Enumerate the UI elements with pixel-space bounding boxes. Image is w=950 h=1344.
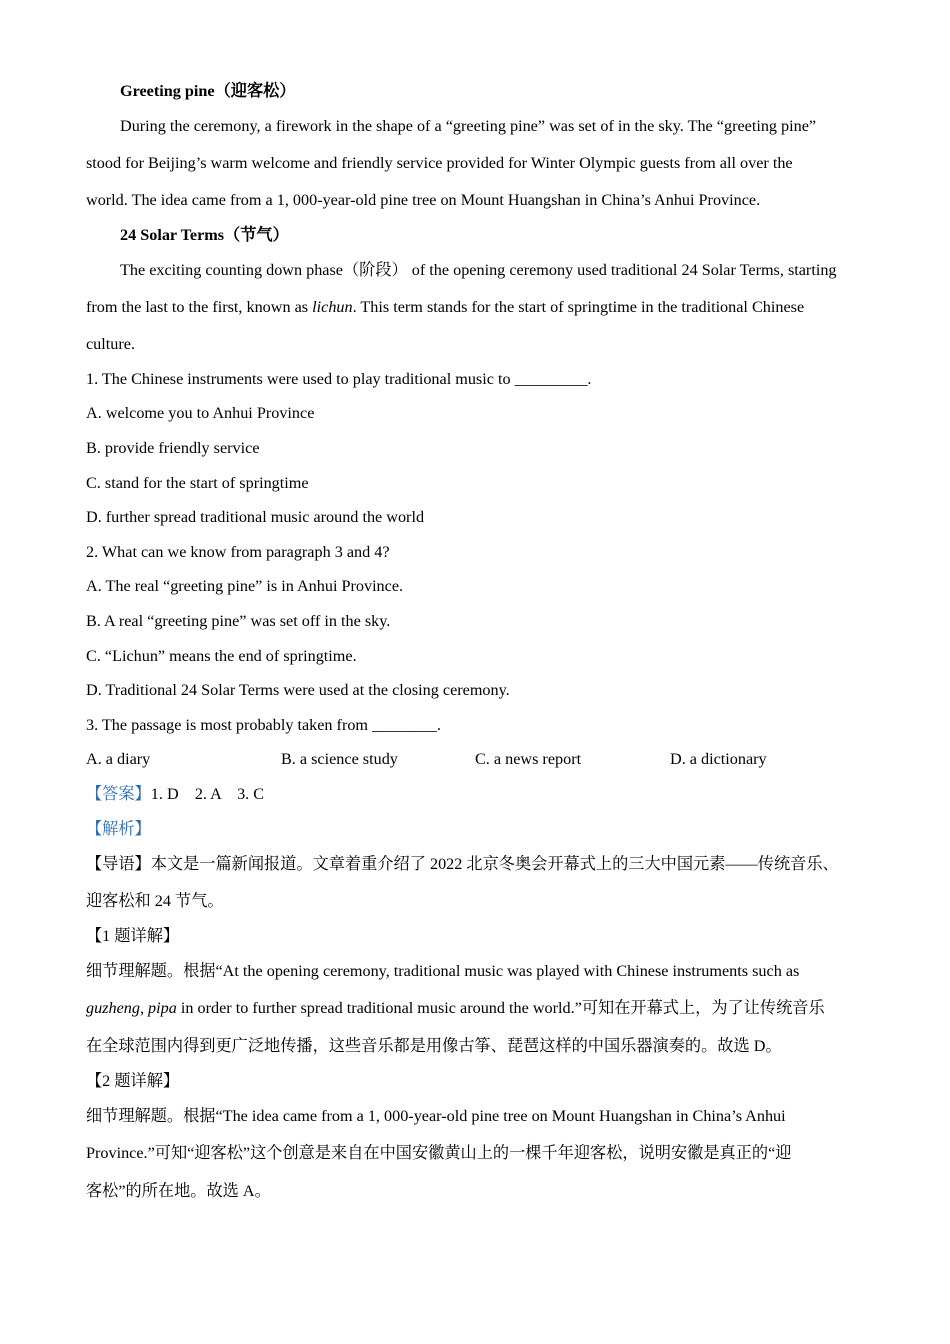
paragraph-line: world. The idea came from a 1, 000-year-old pine tree on Mount Huangshan in China’s Anhui Province. [86,191,761,209]
q1-option-d: D. further spread traditional music around the world [86,508,425,526]
q1-option-b: B. provide friendly service [86,439,260,457]
text-run: in order to further spread traditional music around the world.”可知在开幕式上，为了让传统音乐 [176,999,825,1017]
italic-term: lichun [312,298,353,316]
paragraph-line [86,297,864,317]
q2-option-b: B. A real “greeting pine” was set off in the sky. [86,612,391,630]
guide-line: 【导语】本文是一篇新闻报道。文章着重介绍了 2022 北京冬奥会开幕式上的三大中国元素——传统音乐、 [86,855,839,873]
detail-line: 客松”的所在地。故选 A。 [86,1182,271,1200]
paragraph-line: stood for Beijing’s warm welcome and friendly service provided for Winter Olympic guests from all over the [86,154,793,172]
text-run: . This term stands for the start of springtime in the traditional Chinese [352,298,805,316]
text-run: from the last to the first, known as [86,298,313,316]
detail-2-title: 【2 题详解】 [86,1072,180,1090]
q2-option-c: C. “Lichun” means the end of springtime. [86,647,357,665]
paragraph-line: culture. [86,335,135,353]
q3-option-d: D. a dictionary [670,750,767,768]
q2-option-a: A. The real “greeting pine” is in Anhui Province. [86,577,404,595]
answer-label: 【答案】 [86,785,151,803]
section-heading-solar-terms: 24 Solar Terms（节气） [120,226,289,244]
q3-option-c: C. a news report [475,750,582,768]
q3-option-a: A. a diary [86,750,151,768]
italic-term: guzheng, pipa [86,999,177,1017]
detail-line: 在全球范围内得到更广泛地传播，这些音乐都是用像古筝、琵琶这样的中国乐器演奏的。故选 D。 [86,1037,782,1055]
paragraph-line: The exciting counting down phase（阶段） of the opening ceremony used traditional 24 Solar Terms, starting [120,261,837,279]
answer-text: 1. D 2. A 3. C [150,785,265,803]
guide-line: 迎客松和 24 节气。 [86,892,224,910]
analysis-label: 【解析】 [86,820,151,838]
detail-line: 细节理解题。根据“The idea came from a 1, 000-year-old pine tree on Mount Huangshan in China’s Anhui [86,1107,786,1125]
paragraph-line: During the ceremony, a firework in the shape of a “greeting pine” was set of in the sky. The “greeting pine” [120,117,817,135]
question-3: 3. The passage is most probably taken from ________. [86,716,441,734]
question-2: 2. What can we know from paragraph 3 and 4? [86,543,390,561]
q3-option-b: B. a science study [281,750,398,768]
detail-line: Province.”可知“迎客松”这个创意是来自在中国安徽黄山上的一棵千年迎客松，说明安徽是真正的“迎 [86,1144,792,1162]
detail-line [86,998,864,1018]
answer-line [86,784,864,804]
q1-option-c: C. stand for the start of springtime [86,474,309,492]
section-heading-greeting-pine: Greeting pine（迎客松） [120,82,296,100]
detail-line: 细节理解题。根据“At the opening ceremony, traditional music was played with Chinese instruments such as [86,962,800,980]
q2-option-d: D. Traditional 24 Solar Terms were used at the closing ceremony. [86,681,510,699]
question-1: 1. The Chinese instruments were used to play traditional music to _________. [86,370,592,388]
detail-1-title: 【1 题详解】 [86,927,180,945]
q1-option-a: A. welcome you to Anhui Province [86,404,315,422]
